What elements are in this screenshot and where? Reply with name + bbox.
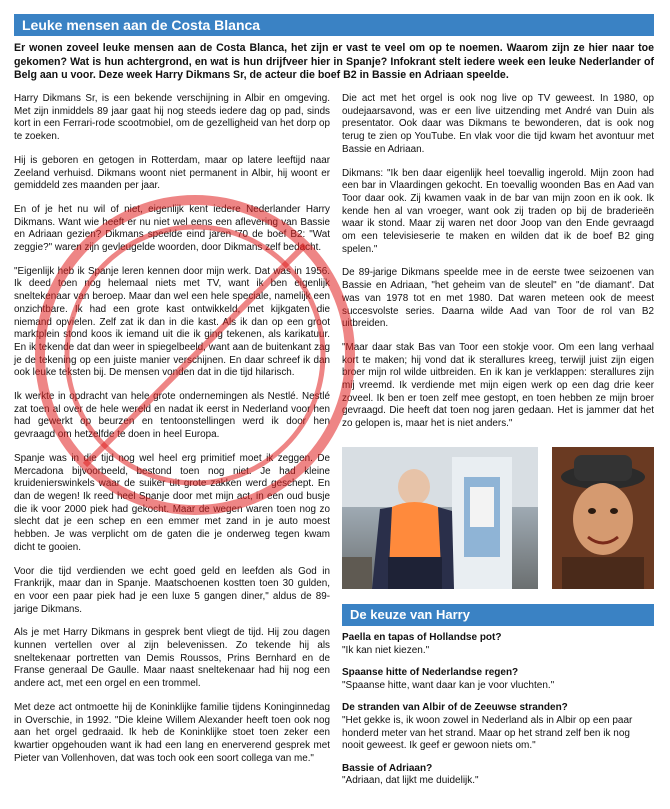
paragraph: "Maar daar stak Bas van Toor een stokje voor. Om een lang verhaal kort te maken; hij vond dat ik sterallures kreeg, terwijl juist zijn eigen broer mijn rol wilde uitbreiden. En ik kan je verklappen: sterallures zijn mij vreemd. Ik verdiende met mijn eigen werk op een dag drie keer zoveel. Ik ben er toen zelf mee gestopt, en toen hebben ze mijn broer gevraagd. Die heeft dat toen nog jaren gedaan. Het is jammer dat het zo gelopen is, maar het is niet anders." [342,341,654,430]
article-header: Leuke mensen aan de Costa Blanca [14,14,654,36]
left-column [14,93,330,776]
paragraph: Die act met het orgel is ook nog live op TV geweest. In 1980, op oudejaarsavond, was er een live uitzending met André van Duin als presentator. Ook daar was Dikmans te bewonderen, dat is ook nog terug te zien op YouTube. En vlak voor die tijd kwam het avontuur met Bassie en Adriaan. [342,93,654,155]
qa-question: Bassie of Adriaan? [342,762,433,774]
paragraph: De 89-jarige Dikmans speelde mee in de eerste twee seizoenen van Bassie en Adriaan, "het geheim van de sleutel" en "de diamant'. Dat was van 1978 tot en met 1980. Dat waren meteen ook de meest succesvolste series. Daarna wilde Aad van Toor de rol van B2 uitbreiden. [342,267,654,330]
sidebar-header: De keuze van Harry [342,604,654,626]
paragraph: Hij is geboren en getogen in Rotterdam, maar op latere leeftijd naar Zeeland verhuisd. Dikmans woont niet permanent in Albir, hij woont er gemiddeld zes maanden per jaar. [14,154,330,192]
qa-answer: "Ik kan niet kiezen." [342,644,430,656]
photo-b2-character [552,447,654,589]
paragraph: Harry Dikmans Sr, is een bekende verschijning in Albir en omgeving. Met zijn inmiddels 89 jaar gaat hij nog steeds iedere dag op pad, sinds kort in een Ferrari-rode scootmobiel, om de gezelligheid van het dorp op te zoeken. [14,93,330,143]
qa-item [342,632,654,657]
qa-answer: "Adriaan, dat lijkt me duidelijk." [342,775,479,787]
photo-strip [342,447,654,589]
qa-question: Paella en tapas of Hollandse pot? [342,632,502,643]
photo-dikmans-shrine [342,447,538,589]
qa-item [342,702,654,752]
paragraph: Als je met Harry Dikmans in gesprek bent vliegt de tijd. Hij zou dagen kunnen vertellen over al zijn belevenissen. Zo tekende hij als sneltekenaar portretten van Demis Roussos, Prins Bernhard en de Franse generaal De Gaulle. Maar naast sneltekenaar had hij nog een andere act, met een orgel en een trommel. [14,627,330,690]
qa-item [342,763,654,788]
paragraph: "Eigenlijk heb ik Spanje leren kennen door mijn werk. Dat was in 1956. Ik deed toen nog helemaal niets met TV, want ik ben eigenlijk sneltekenaar van beroep. Maar dan wel een hele speciale, namelijk een onzichtbare. Ik had een grote kast ontwikkeld, met kijkgaten die niemand opvielen. Zelf zat ik dan in die kast. Als ik dan op een groot marktplein stond koos ik iemand uit die ik ging tekenen, als karikatuur. En ik tekende dat dan weer in spiegelbeeld, want aan de buitenkant zag je de tekening op een juiste manier verschijnen. En daar schreef ik dan ook leuke teksten bij. De mensen vonden dat in die tijd hilarisch. [14,265,330,379]
qa-item [342,667,654,692]
qa-answer: "Het gekke is, ik woon zowel in Nederland als in Albir op een paar honderd meter van het strand. Maar op het strand zelf ben ik nog nooit geweest. Ik geef er gewoon niets om." [342,714,633,752]
paragraph: En of je het nu wil of niet, eigenlijk kent iedere Nederlander Harry Dikmans. Want wie heeft er nu niet wel eens een aflevering van Bassie en Adriaan gezien? Dikmans speelde eind jaren '70 de boef B2: "Wat zeggie?" waren zijn gevleugelde woorden, door Dikmans zelf bedacht. [14,203,330,254]
paragraph: Voor die tijd verdienden we echt goed geld en leefden als God in Frankrijk, maar dan in Spanje. Maatschoenen kostten toen 30 gulden, en voor een paar piek had je een luxe 5 gangen diner," aldus de 89-jarige Dikmans. [14,565,330,615]
paragraph: Dikmans: "Ik ben daar eigenlijk heel toevallig ingerold. Mijn zoon had een bar in Vlaardingen gekocht. En toevallig woonden Bas en Aad van Toor daar ook. Zij kwamen vaak in de bar van mijn zoon en ik ook. Ik kende hen al van vroeger, want ook zij traden op bij de braderieën waar ik stond. Maar zij waren net door Joop van den Ende gevraagd om een televisieserie te maken en wilden dat ik de boef B2 ging spelen." [342,167,654,255]
article-intro: Er wonen zoveel leuke mensen aan de Costa Blanca, het zijn er vast te veel om op te noemen. Waarom zijn ze hier naar toe gekomen? Wat is hun achtergrond, en wat is hun drijfveer hier in Spanje? Infokrant stelt iedere week een leuke Nederlander of Belg aan u voor. Deze week Harry Dikmans Sr, de acteur die boef B2 in Bassie en Adriaan speelde. [14,42,654,82]
right-column [342,93,654,442]
qa-list [342,632,654,798]
paragraph: Ik werkte in opdracht van hele grote ondernemingen als Nestlé. Nestlé zat toen al over de hele wereld en nadat ik eerst in Nederland voor hen had gewerkt op beurzen en tentoonstellingen werd ik door hen gevraagd om hetzelfde te doen in heel Europa. [14,391,330,441]
qa-answer: "Spaanse hitte, want daar kan je voor vluchten." [342,679,555,691]
paragraph: Met deze act ontmoette hij de Koninklijke familie tijdens Koninginnedag in Overschie, in 1992. "Die kleine Willem Alexander heeft toen ook nog aan het orgel gedraaid. Ik heb de Koninklijke stoet toen zeker een kwartier opgehouden want ik had een lang en enerverend gesprek met Pieter van Vollenhoven, dat was toch ook een soort collega van me." [14,701,330,764]
qa-question: De stranden van Albir of de Zeeuwse stranden? [342,702,568,714]
qa-question: Spaanse hitte of Nederlandse regen? [342,667,519,679]
paragraph: Spanje was in die tijd nog wel heel erg primitief moet ik zeggen. De Mercadona bijvoorbeeld, bestond toen nog niet. Je had kleine kruidenierswinkels waar de suiker uit grote zakken werd geschept. En dan de wegen! Ik reed heel Spanje door met mijn act, in een oud busje die ik voor 2000 piek had gekocht. Maar de wegen waren toen nog zo slecht dat je een schep en een emmer met zand in je auto moest hebben. Je was verplicht om de gaten die je onderweg tegen kwam dicht te gooien. [14,452,330,553]
